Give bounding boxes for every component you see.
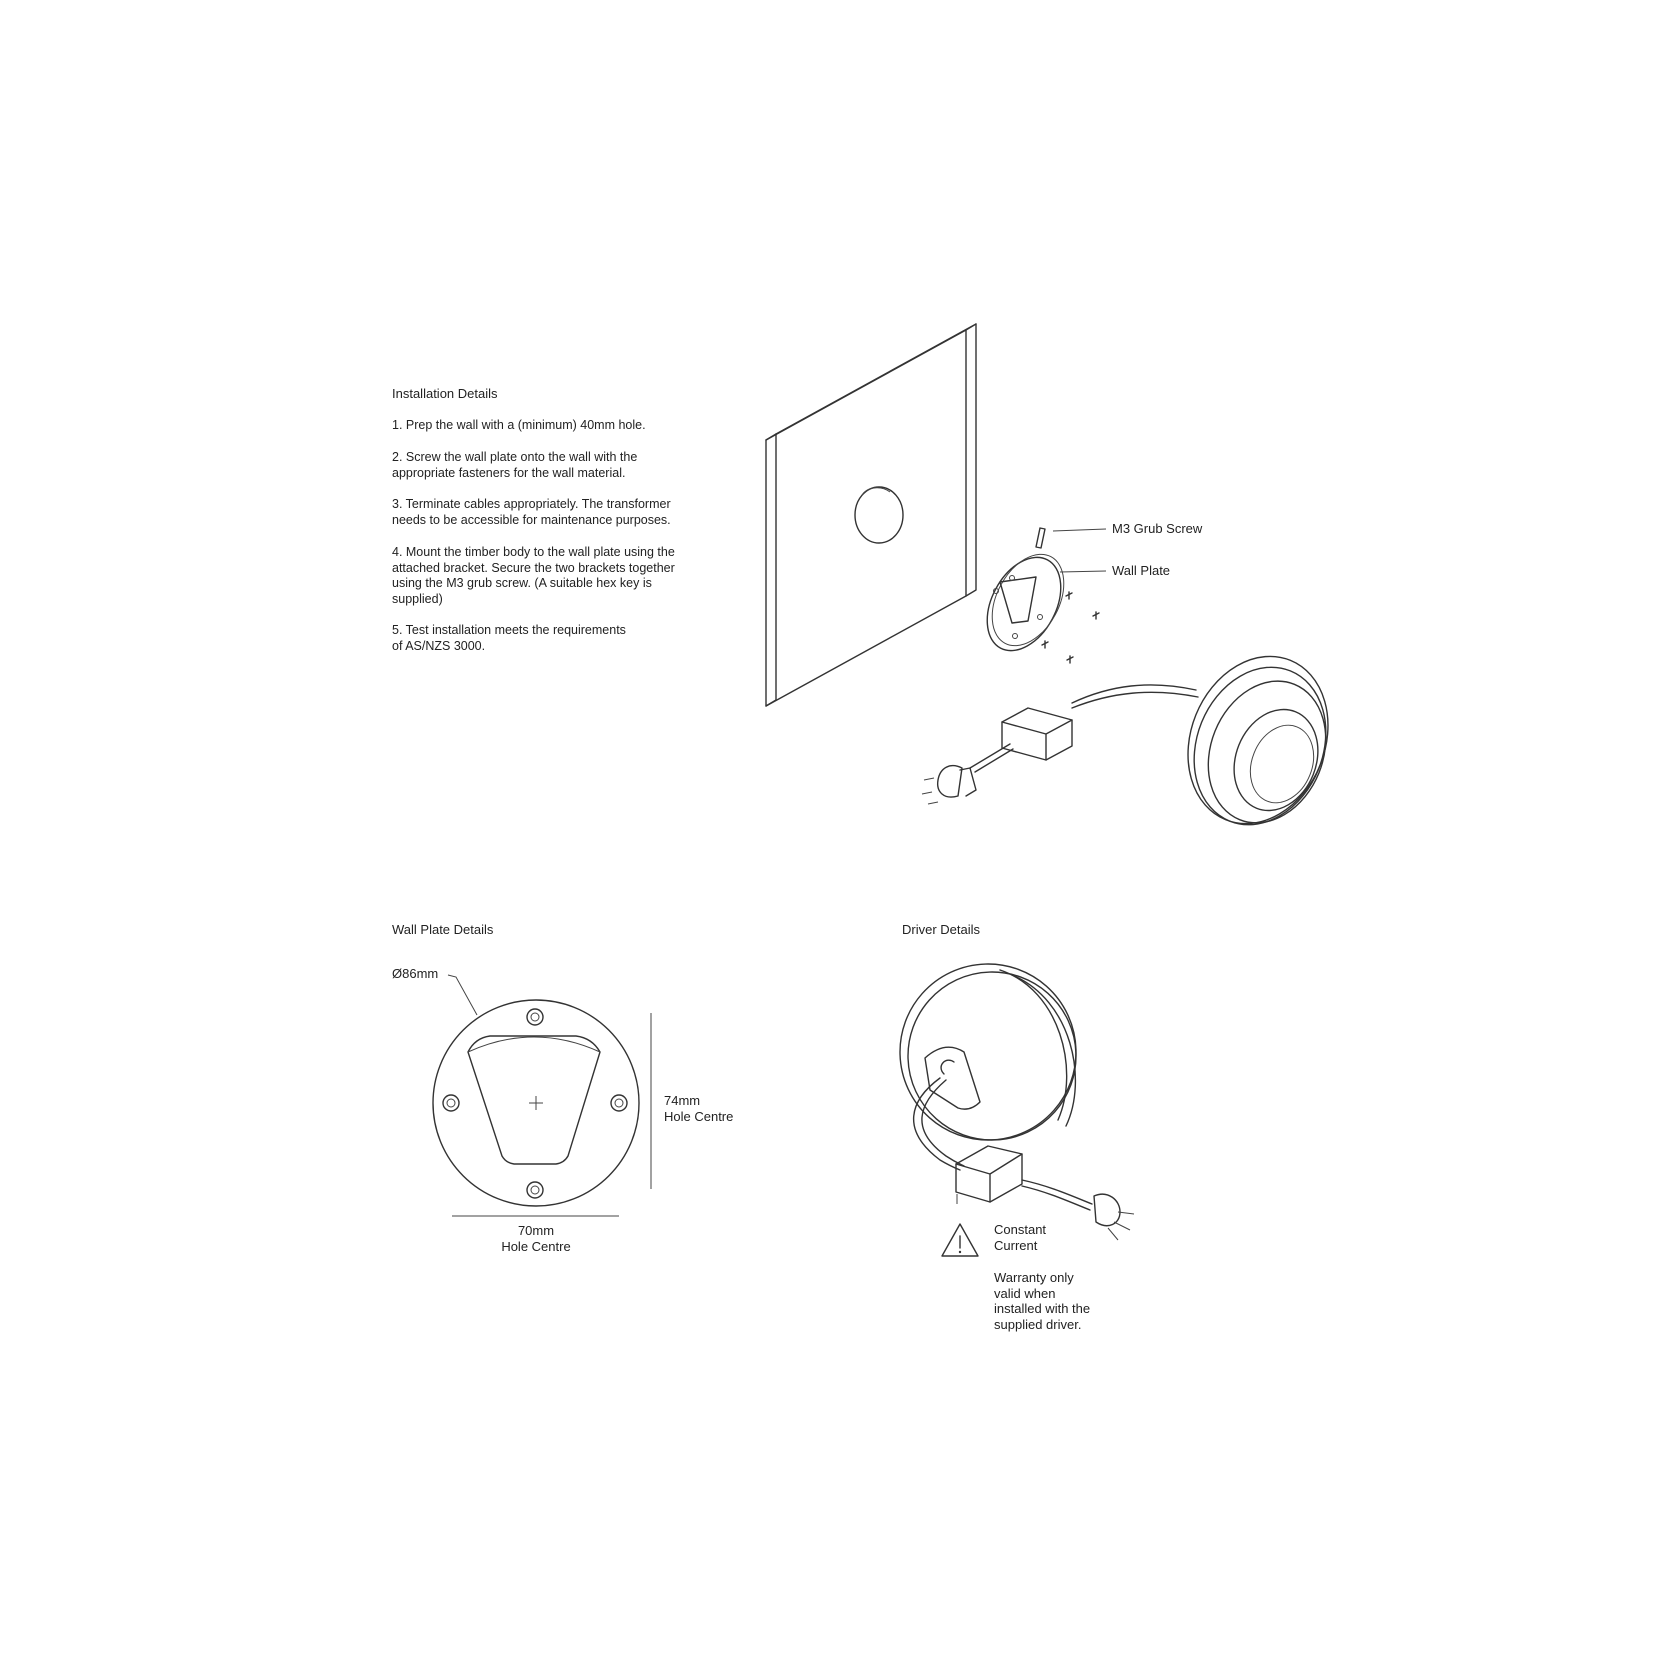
step-4-line-4: supplied) (392, 591, 443, 606)
step-1-line-1: 1. Prep the wall with a (minimum) 40mm hole. (392, 418, 646, 432)
warranty-note-line-3: installed with the (994, 1301, 1091, 1316)
warranty-note (994, 1270, 1090, 1332)
vertical-dimension-label (664, 1093, 733, 1124)
warranty-note-line-1: Warranty only (994, 1270, 1074, 1285)
cable-and-driver (922, 685, 1198, 804)
driver-detail (875, 939, 1134, 1240)
horizontal-dimension-value: 70mm (517, 1223, 555, 1238)
constant-current-line-1: Constant (994, 1222, 1047, 1237)
vertical-dimension-caption: Hole Centre (664, 1108, 734, 1124)
warranty-note-line-2: valid when (994, 1285, 1056, 1301)
callout-wall-plate: Wall Plate (1112, 563, 1171, 578)
vertical-dimension-value: 74mm (664, 1093, 701, 1108)
horizontal-dimension-caption: Hole Centre (501, 1238, 571, 1254)
grub-screw-part (1036, 528, 1106, 548)
step-2-line-1: 2. Screw the wall plate onto the wall with the (392, 450, 638, 464)
step-4-line-1: 4. Mount the timber body to the wall plate using the (392, 545, 675, 559)
step-4-line-3: using the M3 grub screw. (A suitable hex key is (392, 576, 652, 590)
warning-triangle-icon (942, 1224, 978, 1256)
step-3-line-2: needs to be accessible for maintenance purposes. (392, 512, 671, 527)
step-4-line-2: attached bracket. Secure the two brackets together (392, 560, 675, 575)
constant-current-line-2: Current (994, 1237, 1038, 1253)
step-5-line-2: of AS/NZS 3000. (392, 638, 486, 653)
fixing-screws (1042, 592, 1099, 663)
luminaire-body (1164, 635, 1353, 845)
step-5-line-1: 5. Test installation meets the requirements (392, 623, 626, 637)
wall-plate-detail (433, 975, 651, 1216)
callout-grub-screw: M3 Grub Screw (1112, 521, 1203, 536)
diameter-label: Ø86mm (392, 966, 439, 981)
driver-heading: Driver Details (902, 922, 981, 937)
installation-heading: Installation Details (392, 386, 498, 401)
step-2-line-2: appropriate fasteners for the wall material. (392, 465, 626, 480)
wall-hole (855, 487, 903, 543)
warranty-note-line-4: supplied driver. (994, 1316, 1082, 1332)
step-3-line-1: 3. Terminate cables appropriately. The transformer (392, 497, 671, 511)
wall-plate-part (972, 542, 1106, 663)
constant-current-label (994, 1222, 1046, 1253)
horizontal-dimension-label (486, 1223, 586, 1254)
wall-plate-heading: Wall Plate Details (392, 922, 494, 937)
wall-panel (766, 324, 976, 706)
